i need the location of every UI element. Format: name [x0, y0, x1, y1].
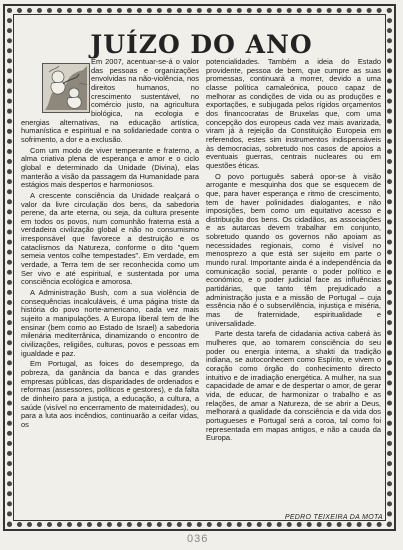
emblem-spacer — [21, 58, 91, 116]
article-column-left — [21, 58, 199, 432]
article-paragraph: Em Portugal, as foices do desemprego, da pobreza, da ganância da banca e das grandes empresas públicas, das disparidades de ordenados e reformas (assessores, políticos e gestores), e da falta de dinheiro para a justiça, a educação, a cultura, a saúde (visível no encerramento de maternidades), ou para a luta aos incêndios, continuarão a ceifar vidas, os — [21, 359, 199, 429]
article-paragraph: Em 2007, acentuar-se-á o valor das pessoas e organizações envolvidas na não-violência, nos direitos humanos, no crescimento sustentável, no comércio justo, na agricultura biológica, na ecologia e energias alternativas, na educação artística, humanística e espiritual e na solidariedade contra o sofrimento, a dor e a exclusão. — [21, 57, 199, 144]
article-column-right — [206, 58, 381, 445]
page-number: 036 — [187, 533, 209, 545]
article-paragraph: O povo português saberá opor-se à visão arrogante e mesquinha dos que se esquecem de que, para haver esperança e ritmo de crescimento, tem de haver polinidades dialogantes, e não imposições, bem como um equitativo acesso e distribuição dos bens. Os cidadãos, as associações e as autarcas devem trabalhar em conjunto, sobretudo quando os governos não apoiam as necessidades regionais, como é visível no menosprezo a que está ser sujeito em parte o mundo rural. Importante ainda é a independência da comunicação social, perante o poder político e económico, e o poder judicial face as influências partidárias, que tanto têm prejudicado a administração justa e a missão de Portugal – cuja essência não é o subservilência, injustiça e miséria, mas de fraternidade, espiritualidade e universalidade. — [206, 171, 381, 328]
article-paragraph: potencialidades. Também a ideia do Estado providente, pessoa de bem, que cumpre as suas promessas, continuará a morrer, devido a uma classe política camaleónica, pouco capaz de melhorar as condições de vida ou as produções e exportações, e subjugada pelos rígidos orçamentos dos financocratas de Bruxelas que, com uma concepção dos europeus cada vez mais avarizada, viram já à rejeição da Constituição Europeia em referendos, estes sim instrumentos indispensáveis às democracias, sobretudo nos casos de apoios a eventuais guerras, centrais nucleares ou em questões éticas. — [206, 57, 381, 170]
article-paragraph: Com um modo de viver temperante e fraterno, a alma criativa plena de esperança e amor e o ciclo global e determinado da Unidade (Divina), elas manterão a visão da passagem da Humanidade para estágios mais despertos e harmoniosos. — [21, 145, 199, 190]
article-paragraph: A Administração Bush, com a sua violência de consequências incalculáveis, é uma página triste da história do povo norte-americano, cada vez mais sujeito a manipulações. A Europa liberal tem de lhe ensinar (bem como ao Estado de Israel) a sabedoria milenária mediterrânica, dinamizando o encontro de civilizações, religiões, culturas, povos e pessoas em igualdade e paz. — [21, 288, 199, 358]
article-paragraph: Parte desta tarefa de cidadania activa caberá às mulheres que, ao tomarem consciência do seu poder ou energia interna, a shakti da tradição indiana, se autoconhecem como Espírito, e vivem o coração como órgão do conhecimento directo intuitivo e de irradiação energética. A mulher, na sua capacidade de amar e de despertar o amor, de gerar vida, de educar, de harmonizar o trabalho e as relações, de amar a Natureza, de se abrir a Deus, melhorará a qualidade da consciência e da vida dos portugueses e Portugal será a coroa, tal como foi representada em mapas antigos, e não a cauda da Europa. — [206, 329, 381, 443]
article-paragraph: A crescente consciência da Unidade realçará o valor da livre circulação dos bens, da sabedoria perene, da arte eterna, ou seja, da cultura presente em todos os povos, num comunhão fraterna está a verdadeira civilização global e não no consumismo irresponsável que favorece a destruição e os cataclismos da Natureza, conforme o dito "quem semeia ventos colhe tempestades". Em verdade, em verdade, a Terra tem de ser reconhecida como um Ser vivo e até espiritual, e sustentada por uma consciência ecológica e amorosa. — [21, 190, 199, 287]
article-title: JUÍZO DO ANO — [90, 30, 313, 59]
author-signature: PEDRO TEIXEIRA DA MOTA — [284, 514, 383, 521]
